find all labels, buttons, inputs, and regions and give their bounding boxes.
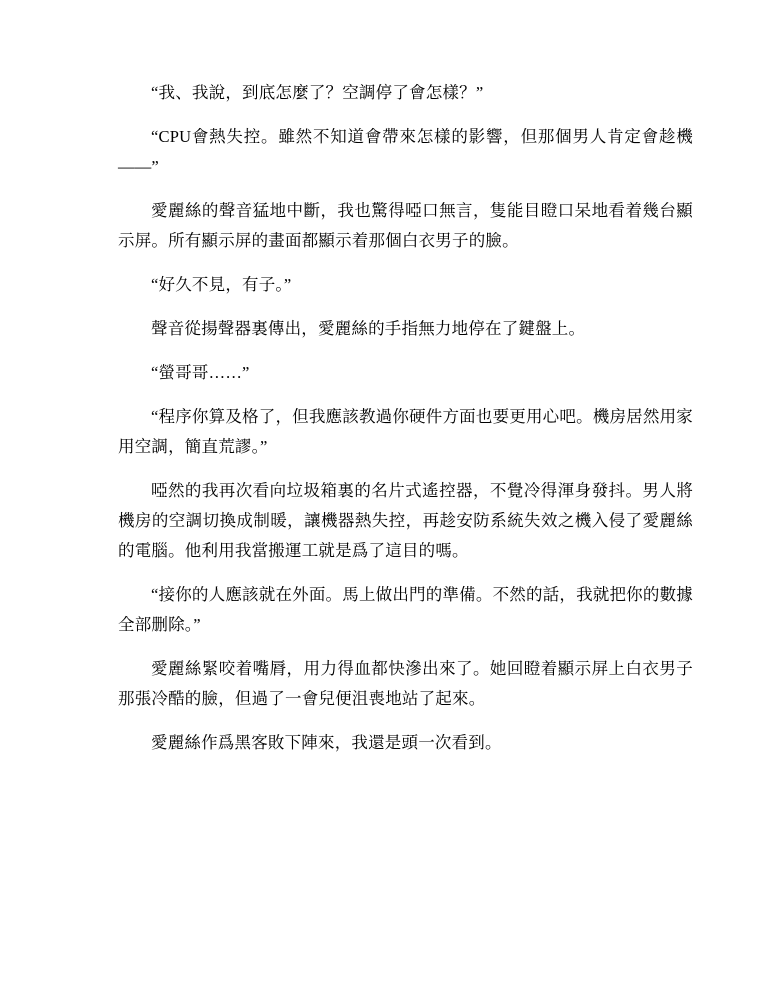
- paragraph: 愛麗絲緊咬着嘴脣，用力得血都快滲出來了。她回瞪着顯示屏上白衣男子那張冷酷的臉，但過了一會兒便沮喪地站了起來。: [118, 659, 693, 708]
- paragraph: “螢哥哥……”: [151, 363, 250, 382]
- paragraph: “我、我說，到底怎麼了？空調停了會怎樣？”: [151, 83, 484, 102]
- paragraph: 愛麗絲的聲音猛地中斷，我也驚得啞口無言，隻能目瞪口呆地看着幾台顯示屏。所有顯示屏的畫面都顯示着那個白衣男子的臉。: [118, 201, 693, 250]
- paragraph: “好久不見，有子。”: [151, 275, 292, 294]
- paragraph: 愛麗絲作爲黑客敗下陣來，我還是頭一次看到。: [151, 733, 502, 752]
- paragraph: “CPU會熱失控。雖然不知道會帶來怎樣的影響，但那個男人肯定會趁機——”: [118, 127, 693, 176]
- document-body: [118, 78, 693, 758]
- paragraph: 啞然的我再次看向垃圾箱裏的名片式遙控器，不覺冷得渾身發抖。男人將機房的空調切換成制暖，讓機器熱失控，再趁安防系統失效之機入侵了愛麗絲的電腦。他利用我當搬運工就是爲了這目的嗎。: [118, 481, 693, 560]
- paragraph: 聲音從揚聲器裏傳出，愛麗絲的手指無力地停在了鍵盤上。: [151, 319, 586, 338]
- paragraph: “接你的人應該就在外面。馬上做出門的準備。不然的話，我就把你的數據全部删除。”: [118, 585, 693, 634]
- paragraph: “程序你算及格了，但我應該教過你硬件方面也要更用心吧。機房居然用家用空調，簡直荒謬。”: [118, 407, 693, 456]
